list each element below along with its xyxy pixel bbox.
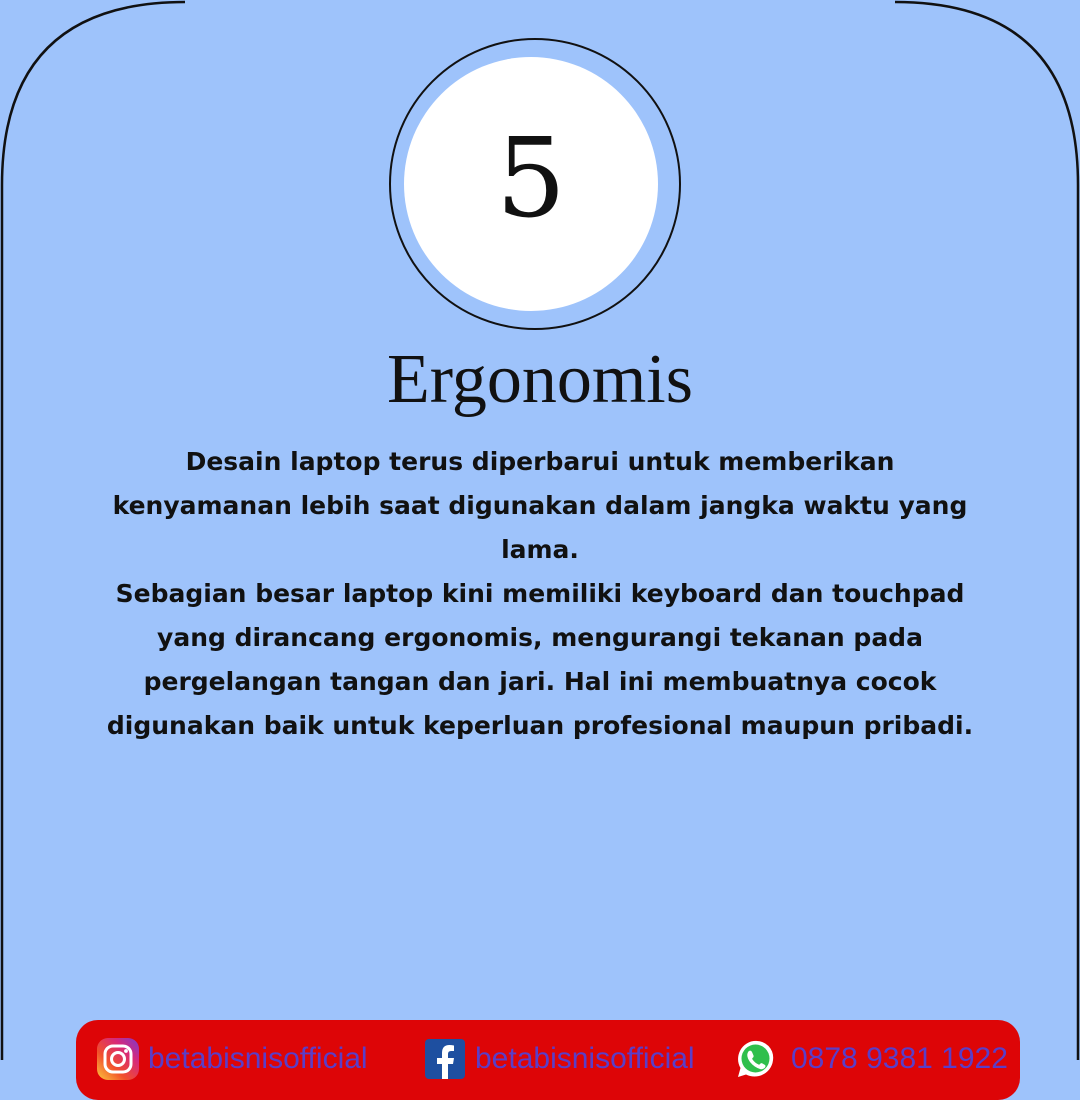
whatsapp-contact[interactable]: [733, 1036, 1008, 1082]
facebook-icon: [423, 1037, 467, 1081]
body-paragraph-1: Desain laptop terus diperbarui untuk memberikan kenyamanan lebih saat digunakan dalam jangka waktu yang lama.: [112, 447, 968, 564]
number-badge: [404, 57, 658, 311]
facebook-contact[interactable]: [423, 1036, 695, 1082]
page-title: Ergonomis: [387, 341, 693, 418]
badge-number: 5: [496, 114, 566, 242]
body-text: [100, 440, 980, 748]
instagram-icon: [96, 1037, 140, 1081]
whatsapp-icon: [733, 1037, 777, 1081]
instagram-handle: betabisnisofficial: [148, 1042, 368, 1075]
instagram-contact[interactable]: [96, 1036, 368, 1082]
whatsapp-phone: 0878 9381 1922: [791, 1042, 1008, 1075]
body-paragraph-2: Sebagian besar laptop kini memiliki keyboard dan touchpad yang dirancang ergonomis, mengurangi tekanan pada pergelangan tangan dan jari. Hal ini membuatnya cocok digunakan baik untuk keperluan profesional maupun pribadi.: [106, 579, 974, 740]
facebook-handle: betabisnisofficial: [475, 1042, 695, 1075]
